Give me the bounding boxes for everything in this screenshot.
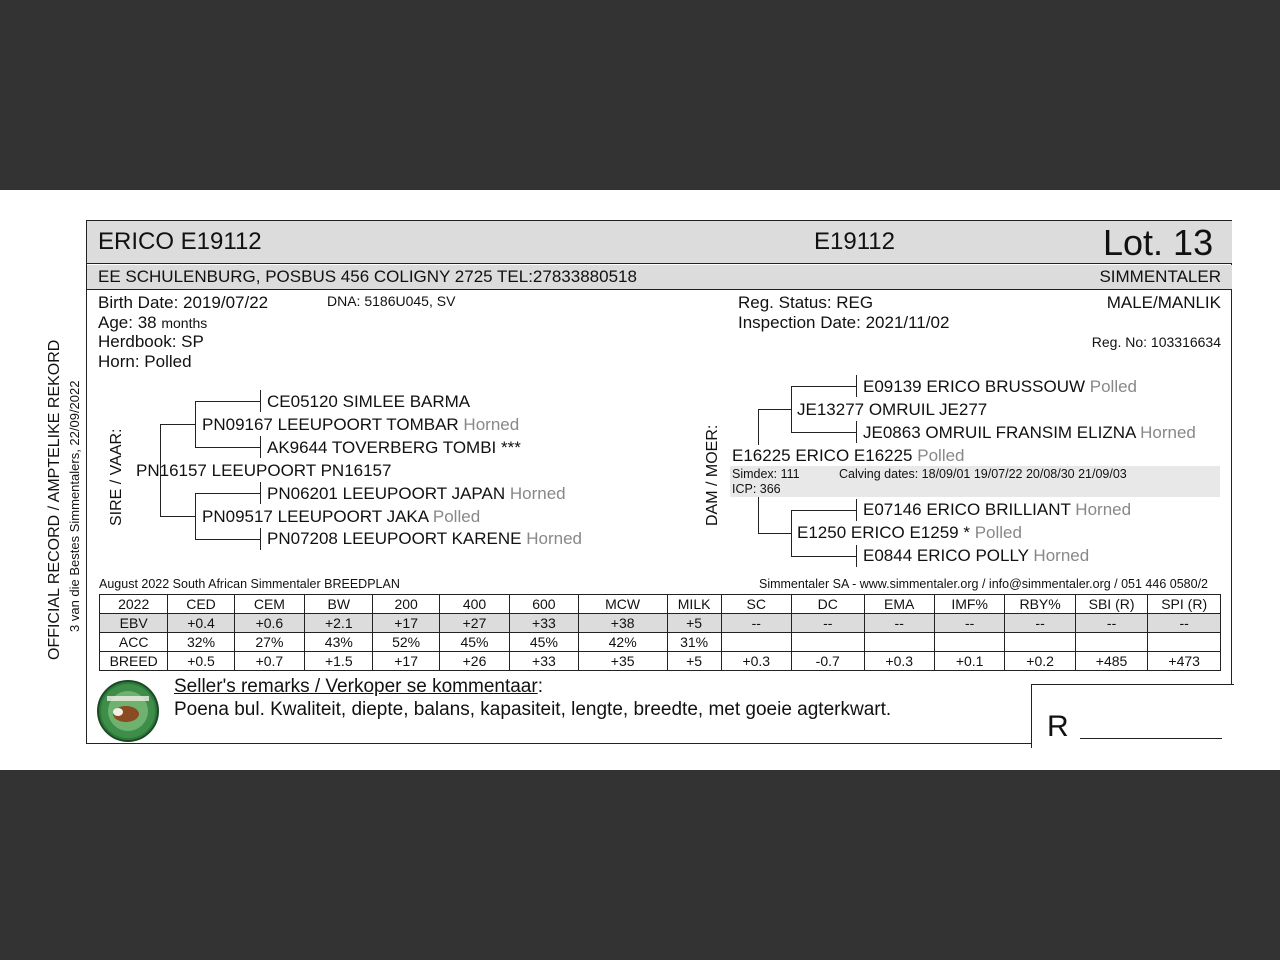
sire-tick	[260, 528, 261, 550]
animal-name: ERICO E19112	[98, 228, 262, 255]
sire-line	[195, 493, 261, 494]
remarks-heading: Seller's remarks / Verkoper se kommentaar:	[174, 676, 543, 697]
sire-dam-sire: PN06201 LEEUPOORT JAPAN Horned	[267, 484, 566, 503]
breed-cell: +0.3	[721, 652, 791, 671]
dam-bracket	[791, 386, 792, 432]
sire-line	[160, 424, 196, 425]
ebv-header-cell: CED	[168, 595, 234, 614]
ebv-cell: +38	[578, 614, 667, 633]
ebv-cell: --	[934, 614, 1004, 633]
ebv-cell: --	[864, 614, 934, 633]
age: Age: 38 months	[98, 313, 208, 332]
breed-cell: +1.5	[305, 652, 373, 671]
sex: MALE/MANLIK	[1106, 293, 1221, 312]
dam-label: DAM / MOER:	[704, 424, 721, 526]
breed-name: SIMMENTALER	[1099, 267, 1221, 286]
sire-dam-dam: PN07208 LEEUPOORT KARENE Horned	[267, 529, 582, 548]
dam-bracket	[758, 409, 759, 445]
dam-line	[791, 386, 857, 387]
sire-tick	[260, 436, 261, 458]
ebv-header-cell: 400	[439, 595, 509, 614]
acc-cell	[1005, 633, 1075, 652]
dam-dam-sire: E07146 ERICO BRILLIANT Horned	[863, 500, 1132, 519]
breed-cell: +473	[1148, 652, 1221, 671]
breed-cell: +26	[439, 652, 509, 671]
acc-cell	[864, 633, 934, 652]
reg-status: Reg. Status: REG	[738, 293, 874, 312]
acc-cell	[721, 633, 791, 652]
calving-dates: Calving dates: 18/09/01 19/07/22 20/08/30 21/09/03	[839, 467, 1127, 481]
ebv-cell: +0.6	[234, 614, 304, 633]
dam-dam: E1250 ERICO E1259 * Polled	[797, 523, 1022, 542]
ebv-header-cell: 200	[373, 595, 439, 614]
sire-line	[195, 539, 261, 540]
acc-cell	[934, 633, 1004, 652]
breed-cell: +5	[667, 652, 721, 671]
dam-line	[791, 510, 857, 511]
breed-cell: -0.7	[791, 652, 864, 671]
ebv-header-cell: IMF%	[934, 595, 1004, 614]
dam-tick	[856, 545, 857, 567]
ebv-header-cell: SBI (R)	[1075, 595, 1148, 614]
lot-number: Lot. 13	[1103, 222, 1214, 263]
ebv-header-cell: 600	[510, 595, 578, 614]
ebv-header-cell: MILK	[667, 595, 721, 614]
sire-line	[195, 447, 261, 448]
sire-sire-dam: AK9644 TOVERBERG TOMBI ***	[267, 438, 521, 457]
ebv-header-cell: CEM	[234, 595, 304, 614]
birth-date: Birth Date: 2019/07/22	[98, 293, 269, 312]
ebv-header-row	[100, 595, 1221, 614]
sire-tick	[260, 482, 261, 504]
breed-row	[100, 652, 1221, 671]
breeder-address: EE SCHULENBURG, POSBUS 456 COLIGNY 2725 TEL:27833880518	[98, 267, 637, 286]
dam-sire-sire: E09139 ERICO BRUSSOUW Polled	[863, 377, 1138, 396]
source-label: 3 van die Bestes Simmentalers, 22/09/2022	[67, 380, 82, 632]
breedplan-contact: Simmentaler SA - www.simmentaler.org / info@simmentaler.org / 051 446 0580/2	[758, 577, 1208, 591]
dam-dam-dam: E0844 ERICO POLLY Horned	[863, 546, 1090, 565]
ebv-cell: +2.1	[305, 614, 373, 633]
acc-cell: 43%	[305, 633, 373, 652]
ebv-header-cell: DC	[791, 595, 864, 614]
ebv-header-cell: EMA	[864, 595, 934, 614]
dam-tick	[856, 421, 857, 443]
official-record-label: OFFICIAL RECORD / AMPTELIKE REKORD	[46, 339, 63, 660]
ebv-header-cell: SPI (R)	[1148, 595, 1221, 614]
sire-tick	[260, 390, 261, 412]
sire-line	[160, 516, 196, 517]
ebv-cell: --	[1075, 614, 1148, 633]
ebv-cell: --	[721, 614, 791, 633]
acc-cell	[1075, 633, 1148, 652]
ebv-cell: --	[1005, 614, 1075, 633]
herdbook: Herdbook: SP	[98, 332, 204, 351]
animal-id: E19112	[814, 228, 895, 255]
acc-cell: ACC	[100, 633, 168, 652]
breed-cell: +35	[578, 652, 667, 671]
ebv-cell: +5	[667, 614, 721, 633]
dam-line	[791, 556, 857, 557]
dam-bracket	[758, 497, 759, 533]
price-prefix: R	[1047, 710, 1069, 743]
breedplan-title: August 2022 South African Simmentaler BREEDPLAN	[99, 577, 400, 591]
dam-bracket	[791, 510, 792, 556]
reg-number: Reg. No: 103316634	[1091, 334, 1221, 350]
simmentaler-logo-icon	[97, 680, 159, 742]
acc-cell: 45%	[510, 633, 578, 652]
ebv-cell: +27	[439, 614, 509, 633]
dam-line	[791, 432, 857, 433]
sire-dam: PN09517 LEEUPOORT JAKA Polled	[202, 507, 481, 526]
acc-row	[100, 633, 1221, 652]
breed-cell: +0.1	[934, 652, 1004, 671]
dam-tick	[856, 499, 857, 521]
ebv-header-cell: 2022	[100, 595, 168, 614]
ebv-header-cell: BW	[305, 595, 373, 614]
sire-sire-sire: CE05120 SIMLEE BARMA	[267, 392, 471, 411]
dna-info: DNA: 5186U045, SV	[327, 293, 456, 309]
acc-cell: 45%	[439, 633, 509, 652]
breed-cell: +17	[373, 652, 439, 671]
ebv-cell: --	[791, 614, 864, 633]
breed-cell: +0.5	[168, 652, 234, 671]
sire-bracket	[195, 401, 196, 447]
sire-label: SIRE / VAAR:	[108, 428, 125, 526]
ebv-header-cell: RBY%	[1005, 595, 1075, 614]
acc-cell: 27%	[234, 633, 304, 652]
ebv-cell: EBV	[100, 614, 168, 633]
ebv-cell: +33	[510, 614, 578, 633]
sire-bracket	[195, 493, 196, 539]
acc-cell	[1148, 633, 1221, 652]
icp: ICP: 366	[732, 482, 781, 496]
acc-cell: 31%	[667, 633, 721, 652]
inspection-date: Inspection Date: 2021/11/02	[738, 313, 950, 332]
dam-name: E16225 ERICO E16225 Polled	[732, 446, 965, 465]
acc-cell: 42%	[578, 633, 667, 652]
dam-tick	[856, 375, 857, 397]
sire-name: PN16157 LEEUPOORT PN16157	[136, 461, 392, 480]
dam-sire: JE13277 OMRUIL JE277	[797, 400, 988, 419]
price-line[interactable]	[1080, 738, 1222, 739]
ebv-header-cell: MCW	[578, 595, 667, 614]
breed-cell: +485	[1075, 652, 1148, 671]
breed-cell: +33	[510, 652, 578, 671]
sire-line	[195, 401, 261, 402]
dam-sire-dam: JE0863 OMRUIL FRANSIM ELIZNA Horned	[863, 423, 1196, 442]
breed-cell: BREED	[100, 652, 168, 671]
simdex: Simdex: 111	[732, 467, 800, 481]
ebv-cell: +0.4	[168, 614, 234, 633]
breed-cell: +0.2	[1005, 652, 1075, 671]
ebv-cell: +17	[373, 614, 439, 633]
ebv-row	[100, 614, 1221, 633]
acc-cell: 32%	[168, 633, 234, 652]
ebv-header-cell: SC	[721, 595, 791, 614]
breed-cell: +0.7	[234, 652, 304, 671]
dam-line	[758, 533, 792, 534]
acc-cell	[791, 633, 864, 652]
horn-status: Horn: Polled	[98, 352, 192, 371]
dam-line	[758, 409, 792, 410]
acc-cell: 52%	[373, 633, 439, 652]
sire-sire: PN09167 LEEUPOORT TOMBAR Horned	[202, 415, 520, 434]
ebv-table	[99, 594, 1221, 671]
breed-cell: +0.3	[864, 652, 934, 671]
ebv-cell: --	[1148, 614, 1221, 633]
remarks-text: Poena bul. Kwaliteit, diepte, balans, kapasiteit, lengte, breedte, met goeie agterkwart.	[174, 699, 892, 720]
